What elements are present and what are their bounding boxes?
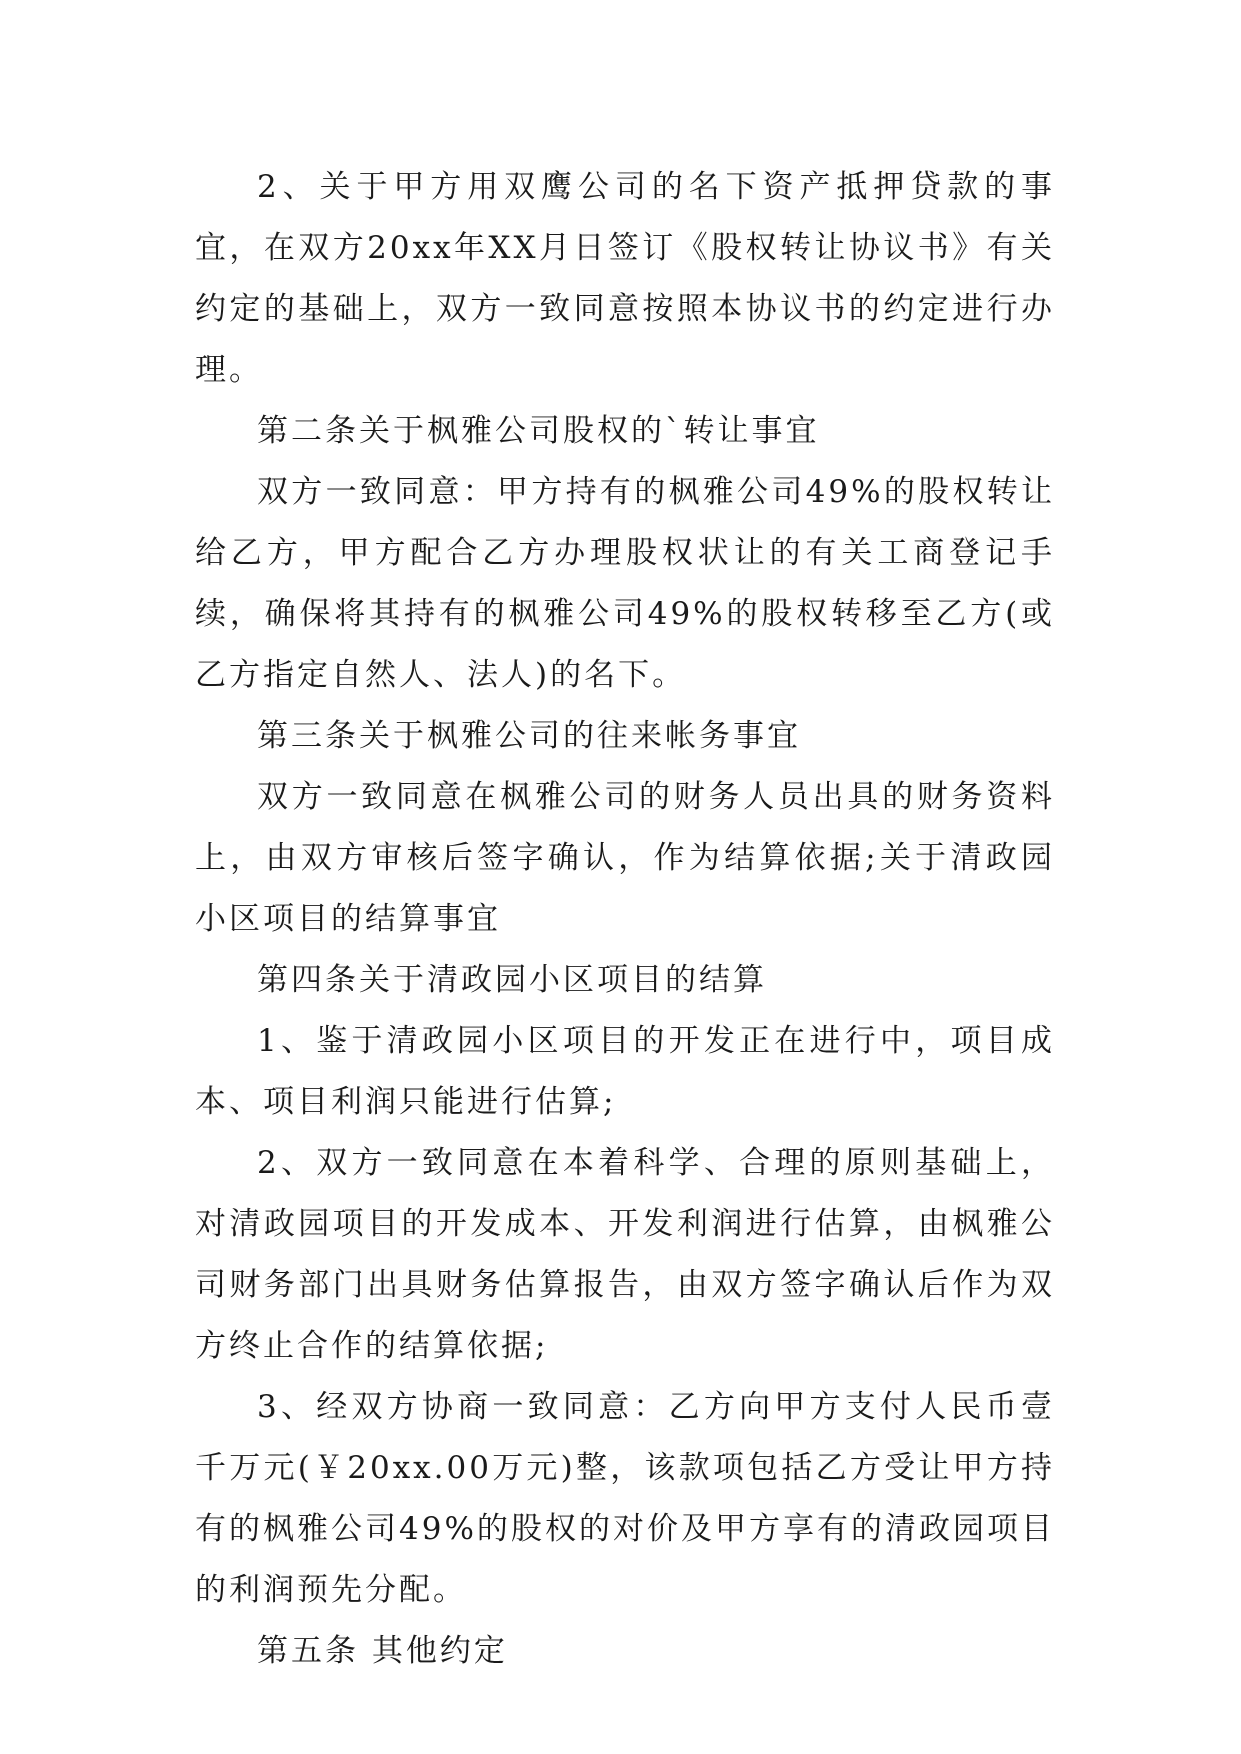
paragraph-mortgage-loan: 2、关于甲方用双鹰公司的名下资产抵押贷款的事宜，在双方20xx年XX月日签订《股权转让协议书》有关约定的基础上，双方一致同意按照本协议书的约定进行办理。 (195, 169, 1055, 388)
paragraph-settlement-2: 2、双方一致同意在本着科学、合理的原则基础上，对清政园项目的开发成本、开发利润进行估算，由枫雅公司财务部门出具财务估算报告，由双方签字确认后作为双方终止合作的结算依据; (195, 1145, 1055, 1364)
paragraph-accounts: 双方一致同意在枫雅公司的财务人员出具的财务资料上，由双方审核后签字确认，作为结算依据;关于清政园小区项目的结算事宜 (195, 779, 1055, 937)
paragraph-settlement-1: 1、鉴于清政园小区项目的开发正在进行中，项目成本、项目利润只能进行估算; (195, 1023, 1055, 1120)
heading-article-2: 第二条关于枫雅公司股权的`转让事宜 (257, 413, 820, 449)
heading-article-3: 第三条关于枫雅公司的往来帐务事宜 (257, 718, 801, 754)
paragraph-settlement-3: 3、经双方协商一致同意：乙方向甲方支付人民币壹千万元(￥20xx.00万元)整，该款项包括乙方受让甲方持有的枫雅公司49%的股权的对价及甲方享有的清政园项目的利润预先分配。 (195, 1389, 1055, 1608)
heading-article-4: 第四条关于清政园小区项目的结算 (257, 962, 767, 998)
document-body (195, 157, 1055, 1682)
heading-article-5: 第五条 其他约定 (257, 1633, 508, 1669)
paragraph-equity-transfer: 双方一致同意：甲方持有的枫雅公司49%的股权转让给乙方，甲方配合乙方办理股权状让的有关工商登记手续，确保将其持有的枫雅公司49%的股权转移至乙方(或乙方指定自然人、法人)的名下。 (195, 474, 1055, 693)
